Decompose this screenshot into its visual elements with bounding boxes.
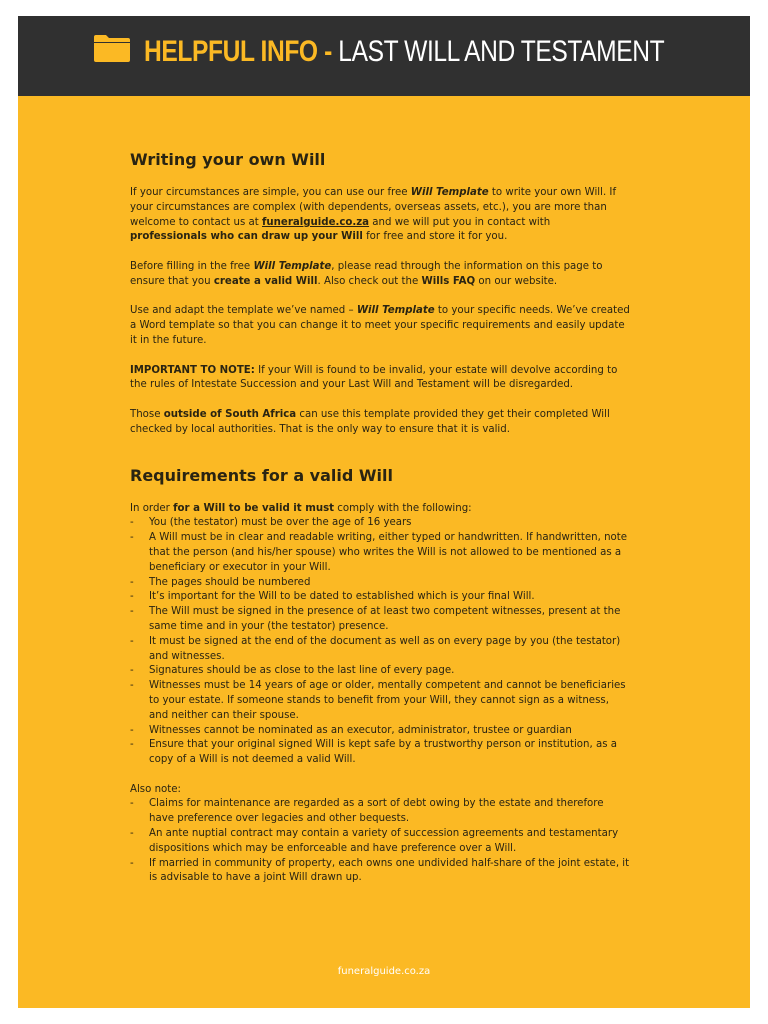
list-item: - If married in community of property, each owns one undivided half-share of the joint estate, it is advisable to have a joint Will drawn up. — [130, 857, 630, 887]
writing-paragraph-4: IMPORTANT TO NOTE: If your Will is found to be invalid, your estate will devolve according to the rules of Intestate Succession and your Last Will and Testament will be disregarded. — [130, 364, 618, 391]
list-item: - The pages should be numbered — [130, 576, 630, 591]
title-highlight: HELPFUL INFO — [144, 35, 318, 68]
site-link[interactable]: funeralguide.co.za — [262, 216, 370, 228]
list-item: - It must be signed at the end of the document as well as on every page by you (the testator) and witnesses. — [130, 635, 630, 665]
section-heading-requirements: Requirements for a valid Will — [130, 465, 393, 485]
list-item: - Ensure that your original signed Will is kept safe by a trustworthy person or institution, as a copy of a Will is not deemed a valid Will. — [130, 738, 630, 768]
footer-url[interactable]: funeralguide.co.za — [337, 966, 431, 977]
writing-paragraph-1: If your circumstances are simple, you can use our free Will Template to write your own Will. If your circumstances are complex (with dependents, overseas assets, etc.), you are more than welcome to contact us at funeralguide.co.za and we will put you in contact with professionals who can draw up your Will for free and store it for you. — [130, 187, 617, 243]
will-template-link[interactable]: Will Template — [253, 260, 332, 272]
requirements-intro: In order for a Will to be valid it must comply with the following: — [130, 502, 472, 514]
also-note-label: Also note: — [130, 783, 181, 795]
writing-paragraph-5: Those outside of South Africa can use this template provided they get their completed Will checked by local authorities. That is the only way to ensure that it is valid. — [130, 408, 610, 435]
writing-paragraph-2: Before filling in the free Will Template, please read through the information on this page to ensure that you create a valid Will. Also check out the Wills FAQ on our website. — [130, 260, 603, 287]
will-template-link[interactable]: Will Template — [410, 187, 489, 198]
list-item: - Witnesses cannot be nominated as an executor, administrator, trustee or guardian — [130, 724, 630, 739]
list-item: - It’s important for the Will to be dated to established which is your final Will. — [130, 590, 630, 605]
list-item: - Witnesses must be 14 years of age or older, mentally competent and cannot be beneficiaries to your estate. If someone stands to benefit from your Will, they cannot sign as a witness, and neither can their spouse. — [130, 679, 630, 723]
list-item: - Claims for maintenance are regarded as a sort of debt owing by the estate and therefore have preference over legacies and other bequests. — [130, 797, 630, 827]
title-rest: LAST WILL AND TESTAMENT — [338, 35, 665, 68]
list-item: - An ante nuptial contract may contain a variety of succession agreements and testamentary dispositions which may be enforceable and have preference over a Will. — [130, 827, 630, 857]
will-template-link[interactable]: Will Template — [356, 305, 435, 317]
writing-paragraph-3: Use and adapt the template we’ve named – Will Template to your specific needs. We’ve created a Word template so that you can change it to meet your specific requirements and easily update it in the future. — [130, 305, 630, 346]
requirements-list — [130, 516, 630, 768]
list-item: - Signatures should be as close to the last line of every page. — [130, 664, 630, 679]
list-item: - You (the testator) must be over the age of 16 years — [130, 516, 630, 531]
wills-faq-link[interactable]: Wills FAQ — [421, 275, 476, 287]
header-bar — [18, 16, 750, 96]
main-content — [130, 148, 630, 886]
list-item: - The Will must be signed in the presence of at least two competent witnesses, present at the same time and in your (the testator) presence. — [130, 605, 630, 635]
section-heading-writing: Writing your own Will — [130, 150, 326, 169]
page-title — [144, 34, 664, 70]
title-separator: - — [317, 35, 339, 68]
notes-list — [130, 797, 630, 886]
folder-icon — [92, 33, 132, 63]
list-item: - A Will must be in clear and readable writing, either typed or handwritten. If handwritten, note that the person (and his/her spouse) who writes the Will is not allowed to be mentioned as a beneficiary or executor in your Will. — [130, 531, 630, 575]
